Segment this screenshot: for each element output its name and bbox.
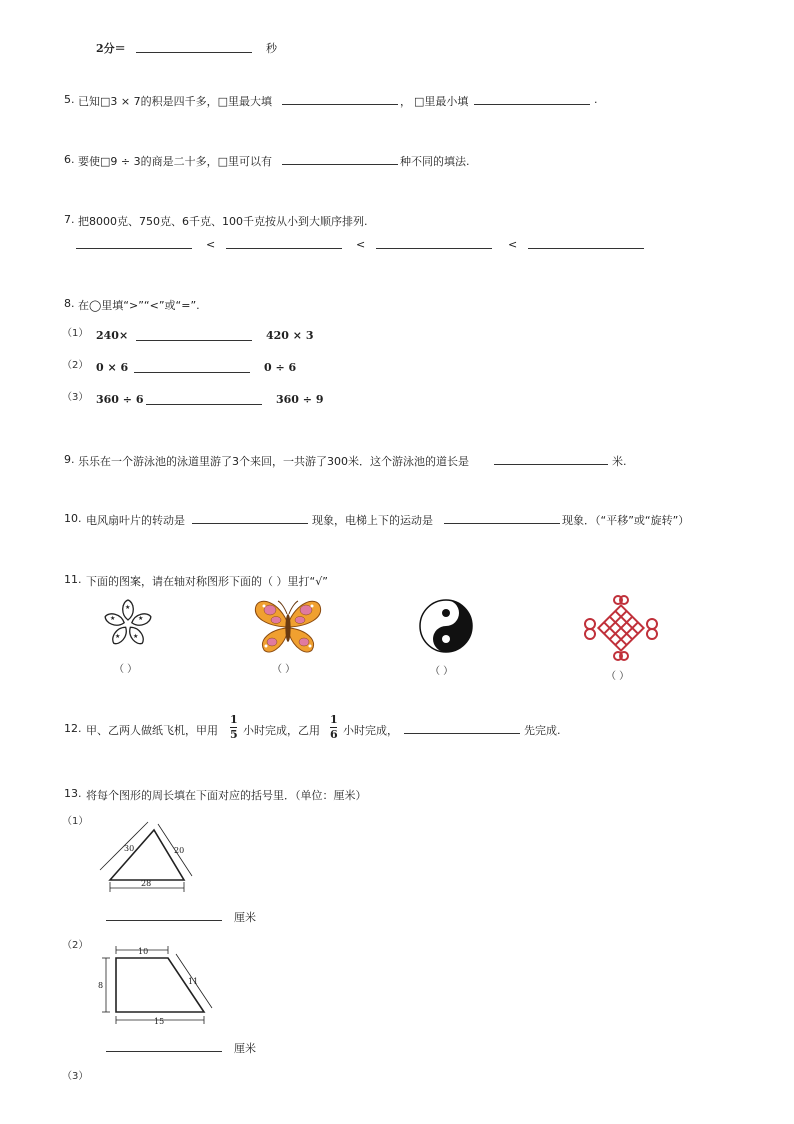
- q13-tri-dim-20: 20: [174, 846, 185, 855]
- q8-item3-label: （3）: [62, 392, 89, 403]
- q7-blank-3[interactable]: [376, 248, 492, 249]
- q13-item1-label: （1）: [62, 816, 89, 827]
- q8-number: 8.: [64, 297, 75, 310]
- q8-item1-label: （1）: [62, 328, 89, 339]
- q13-trap-dim-10: 10: [138, 947, 149, 956]
- flower-figure: [104, 598, 152, 650]
- q6-answer-blank[interactable]: [282, 164, 398, 165]
- q12-frac2-denominator: 6: [330, 728, 338, 741]
- q7-blank-1[interactable]: [76, 248, 192, 249]
- q12-frac1-denominator: 5: [230, 728, 238, 741]
- q11-paren-3[interactable]: （ ）: [430, 666, 454, 677]
- q13-trapezoid-figure: [98, 940, 218, 1026]
- q13-tri-dim-30: 30: [124, 844, 135, 853]
- q8-item2-right: 0 ÷ 6: [264, 361, 297, 374]
- q8-item3-left: 360 ÷ 6: [96, 393, 144, 406]
- svg-text:★: ★: [110, 615, 116, 622]
- q12-text-a: 甲、乙两人做纸飞机，甲用: [86, 724, 218, 737]
- q13-trap-dim-8: 8: [98, 981, 104, 990]
- q8-item3-blank[interactable]: [146, 404, 262, 405]
- q9-text-b: 米.: [612, 455, 627, 468]
- q5-text-b: □里最小填: [414, 95, 469, 108]
- q8-item1-blank[interactable]: [136, 340, 252, 341]
- q10-number: 10.: [64, 512, 82, 525]
- q7-text: 把8000克、750克、6千克、100千克按从小到大顺序排列.: [78, 215, 368, 228]
- q12-text-d: 先完成.: [524, 724, 561, 737]
- yin-yang-figure: [418, 598, 474, 654]
- q6-number: 6.: [64, 153, 75, 166]
- q13-triangle-figure: [96, 820, 202, 894]
- q10-text-a: 电风扇叶片的转动是: [86, 514, 185, 527]
- q11-paren-2[interactable]: （ ）: [272, 664, 296, 675]
- q8-item3-right: 360 ÷ 9: [276, 393, 324, 406]
- q11-paren-1[interactable]: （ ）: [114, 664, 138, 675]
- svg-text:★: ★: [133, 633, 139, 640]
- q12-text-c: 小时完成，: [343, 724, 398, 737]
- q8-item2-left: 0 × 6: [96, 361, 129, 374]
- q12-frac1-numerator: 1: [230, 713, 238, 726]
- q13-item1-unit: 厘米: [234, 911, 256, 924]
- q13-item2-unit: 厘米: [234, 1042, 256, 1055]
- butterfly-figure: [252, 596, 324, 658]
- q6-text-a: 要使□9 ÷ 3的商是二十多，□里可以有: [78, 155, 272, 168]
- q8-item1-left: 240×: [96, 329, 129, 342]
- q12-answer-blank[interactable]: [404, 733, 520, 734]
- q6-text-b: 种不同的填法.: [400, 155, 470, 168]
- q13-trap-dim-15: 15: [154, 1017, 165, 1026]
- q9-text-a: 乐乐在一个游泳池的泳道里游了3个来回，一共游了300米．这个游泳池的道长是: [78, 455, 469, 468]
- q7-blank-2[interactable]: [226, 248, 342, 249]
- q10-blank-2[interactable]: [444, 523, 560, 524]
- svg-text:★: ★: [125, 604, 131, 611]
- q5-period: .: [594, 93, 598, 106]
- q8-text: 在◯里填“>”“<”或“=”.: [78, 299, 200, 312]
- svg-text:★: ★: [138, 615, 144, 622]
- q8-item2-label: （2）: [62, 360, 89, 371]
- q5-min-blank[interactable]: [474, 104, 590, 105]
- q7-number: 7.: [64, 213, 75, 226]
- q10-text-b: 现象，电梯上下的运动是: [312, 514, 433, 527]
- q9-number: 9.: [64, 453, 75, 466]
- q7-lt-2: <: [356, 238, 366, 251]
- q4-answer-blank[interactable]: [136, 52, 252, 53]
- q13-item2-label: （2）: [62, 940, 89, 951]
- q12-text-b: 小时完成，乙用: [243, 724, 320, 737]
- q13-item3-label: （3）: [62, 1071, 89, 1082]
- q12-fraction-1: [230, 714, 238, 741]
- q12-number: 12.: [64, 722, 82, 735]
- q5-comma: ，: [400, 95, 411, 108]
- q13-item2-blank[interactable]: [106, 1051, 222, 1052]
- chinese-knot-figure: [578, 594, 664, 664]
- q4-unit: 秒: [266, 42, 277, 55]
- q9-answer-blank[interactable]: [494, 464, 608, 465]
- q4-left: 2分＝: [96, 42, 126, 55]
- q8-item2-blank[interactable]: [134, 372, 250, 373]
- q13-number: 13.: [64, 787, 82, 800]
- svg-text:★: ★: [115, 633, 121, 640]
- q5-max-blank[interactable]: [282, 104, 398, 105]
- q5-number: 5.: [64, 93, 75, 106]
- q7-blank-4[interactable]: [528, 248, 644, 249]
- q13-trap-dim-11: 11: [188, 977, 199, 986]
- q11-text: 下面的图案，请在轴对称图形下面的（ ）里打“√”: [86, 575, 328, 588]
- q10-text-c: 现象．（“平移”或“旋转”）: [562, 514, 690, 527]
- q12-frac2-numerator: 1: [330, 713, 338, 726]
- q5-text-a: 已知□3 × 7的积是四千多，□里最大填: [78, 95, 272, 108]
- q7-lt-3: <: [508, 238, 518, 251]
- q8-item1-right: 420 × 3: [266, 329, 314, 342]
- q12-fraction-2: [330, 714, 338, 741]
- q13-text: 将每个图形的周长填在下面对应的括号里．（单位：厘米）: [86, 789, 367, 802]
- q11-number: 11.: [64, 573, 82, 586]
- q13-item1-blank[interactable]: [106, 920, 222, 921]
- q11-paren-4[interactable]: （ ）: [606, 671, 630, 682]
- q10-blank-1[interactable]: [192, 523, 308, 524]
- q13-tri-dim-28: 28: [141, 879, 152, 888]
- q7-lt-1: <: [206, 238, 216, 251]
